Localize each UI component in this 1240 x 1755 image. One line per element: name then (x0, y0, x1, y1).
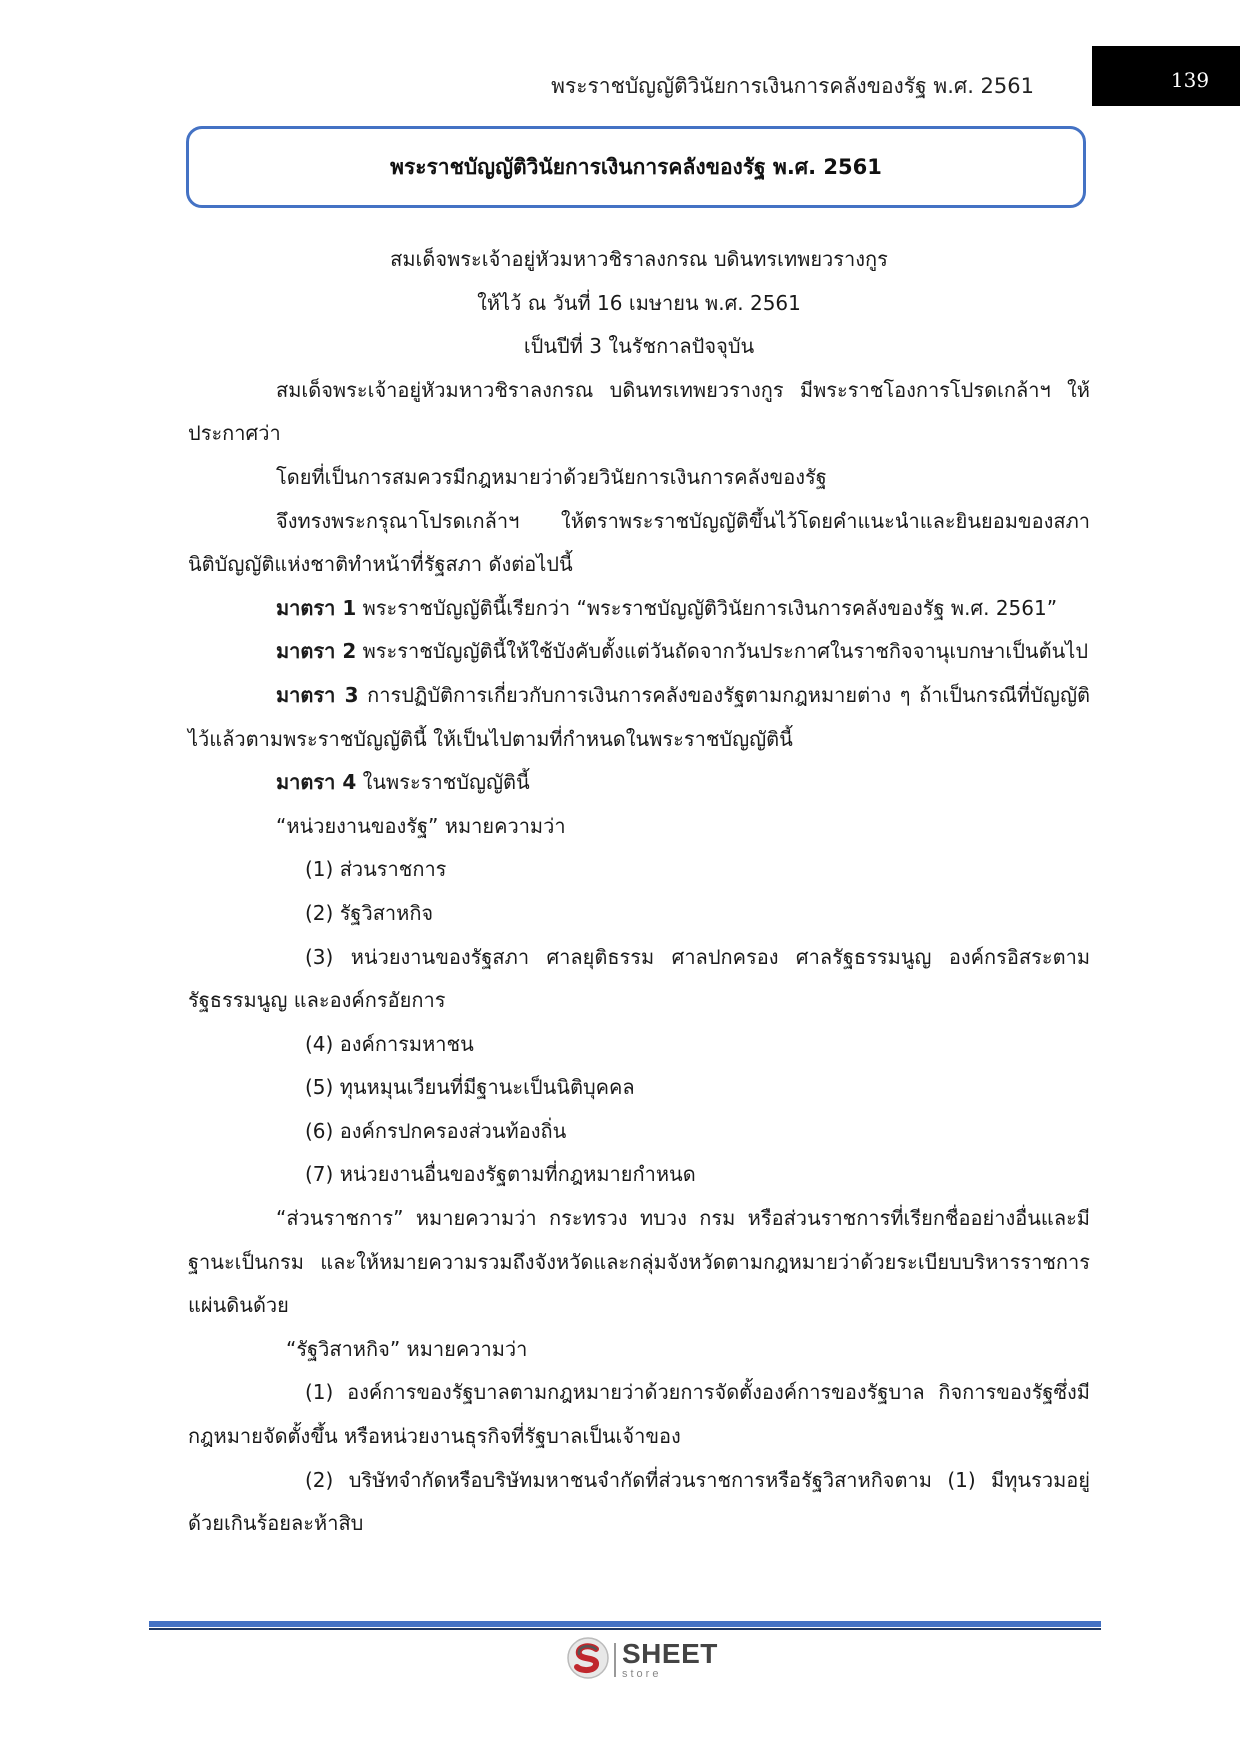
section-label: มาตรา 3 (276, 682, 359, 707)
sheet-store-logo (566, 1636, 718, 1684)
paragraph: โดยที่เป็นการสมควรมีกฎหมายว่าด้วยวินัยการเงินการคลังของรัฐ (276, 464, 827, 489)
list-item: (2) รัฐวิสาหกิจ (305, 900, 434, 925)
section-4 (188, 761, 1090, 805)
section-text: พระราชบัญญัตินี้ให้ใช้บังคับตั้งแต่วันถัดจากวันประกาศในราชกิจจานุเบกษาเป็นต้นไป (356, 639, 1089, 664)
footer-rule (149, 1621, 1101, 1627)
section-3 (188, 674, 1090, 761)
list-item: (5) ทุนหมุนเวียนที่มีฐานะเป็นนิติบุคคล (305, 1075, 635, 1100)
list-item: (1) ส่วนราชการ (305, 857, 447, 882)
list-item: (4) องค์การมหาชน (305, 1031, 474, 1056)
running-header-title: พระราชบัญญัติวินัยการเงินการคลังของรัฐ พ.ศ. 2561 (551, 74, 1034, 98)
list-item: (2) บริษัทจำกัดหรือบริษัทมหาชนจำกัดที่ส่วนราชการหรือรัฐวิสาหกิจตาม (1) มีทุนรวมอยู่ด้วยเกินร้อยละห้าสิบ (188, 1467, 1090, 1536)
section-label: มาตรา 1 (276, 595, 357, 620)
definition-heading: “หน่วยงานของรัฐ” หมายความว่า (276, 813, 566, 838)
section-2 (188, 630, 1090, 674)
logo-s-icon (566, 1636, 610, 1684)
preamble-reign-year: เป็นปีที่ 3 ในรัชกาลปัจจุบัน (523, 334, 755, 359)
logo-main-text: SHEET (622, 1638, 718, 1669)
paragraph: จึงทรงพระกรุณาโปรดเกล้าฯ ให้ตราพระราชบัญญัติขึ้นไว้โดยคำแนะนำและยินยอมของสภานิติบัญญัติแห่งชาติทำหน้าที่รัฐสภา ดังต่อไปนี้ (188, 508, 1090, 577)
document-title: พระราชบัญญัติวินัยการเงินการคลังของรัฐ พ.ศ. 2561 (390, 154, 882, 179)
paragraph: สมเด็จพระเจ้าอยู่หัวมหาวชิราลงกรณ บดินทรเทพยวรางกูร มีพระราชโองการโปรดเกล้าฯ ให้ประกาศว่า (188, 377, 1090, 446)
title-box (186, 126, 1086, 208)
list-item: (6) องค์กรปกครองส่วนท้องถิ่น (305, 1118, 567, 1143)
section-label: มาตรา 2 (276, 639, 357, 664)
logo-wordmark (622, 1640, 718, 1680)
list-item: (7) หน่วยงานอื่นของรัฐตามที่กฎหมายกำหนด (305, 1162, 696, 1187)
document-body (188, 238, 1090, 1546)
logo-sub-text: store (622, 1668, 662, 1680)
definition-paragraph: “ส่วนราชการ” หมายความว่า กระทรวง ทบวง กรม หรือส่วนราชการที่เรียกชื่ออย่างอื่นและมีฐานะเป็นกรม และให้หมายความรวมถึงจังหวัดและกลุ่มจังหวัดตามกฎหมายว่าด้วยระเบียบบริหารราชการแผ่นดินด้วย (188, 1206, 1090, 1318)
page-number: 139 (1170, 68, 1210, 92)
footer-rule-thin (149, 1628, 1101, 1630)
section-1 (188, 587, 1090, 631)
section-text: พระราชบัญญัตินี้เรียกว่า “พระราชบัญญัติวินัยการเงินการคลังของรัฐ พ.ศ. 2561” (356, 595, 1058, 620)
section-text: ในพระราชบัญญัตินี้ (356, 770, 530, 795)
preamble-line: สมเด็จพระเจ้าอยู่หัวมหาวชิราลงกรณ บดินทรเทพยวรางกูร (390, 247, 888, 271)
list-item: (3) หน่วยงานของรัฐสภา ศาลยุติธรรม ศาลปกครอง ศาลรัฐธรรมนูญ องค์กรอิสระตามรัฐธรรมนูญ และองค์กรอัยการ (188, 944, 1090, 1013)
section-text: การปฏิบัติการเกี่ยวกับการเงินการคลังของรัฐตามกฎหมายต่าง ๆ ถ้าเป็นกรณีที่บัญญัติไว้แล้วตามพระราชบัญญัตินี้ ให้เป็นไปตามที่กำหนดในพระราชบัญญัตินี้ (188, 682, 1090, 751)
logo-divider (614, 1643, 616, 1677)
section-label: มาตรา 4 (276, 770, 357, 795)
preamble-date: ให้ไว้ ณ วันที่ 16 เมษายน พ.ศ. 2561 (477, 290, 801, 315)
list-item: (1) องค์การของรัฐบาลตามกฎหมายว่าด้วยการจัดตั้งองค์การของรัฐบาล กิจการของรัฐซึ่งมีกฎหมายจัดตั้งขึ้น หรือหน่วยงานธุรกิจที่รัฐบาลเป็นเจ้าของ (188, 1380, 1090, 1449)
definition-heading: “รัฐวิสาหกิจ” หมายความว่า (286, 1336, 528, 1361)
